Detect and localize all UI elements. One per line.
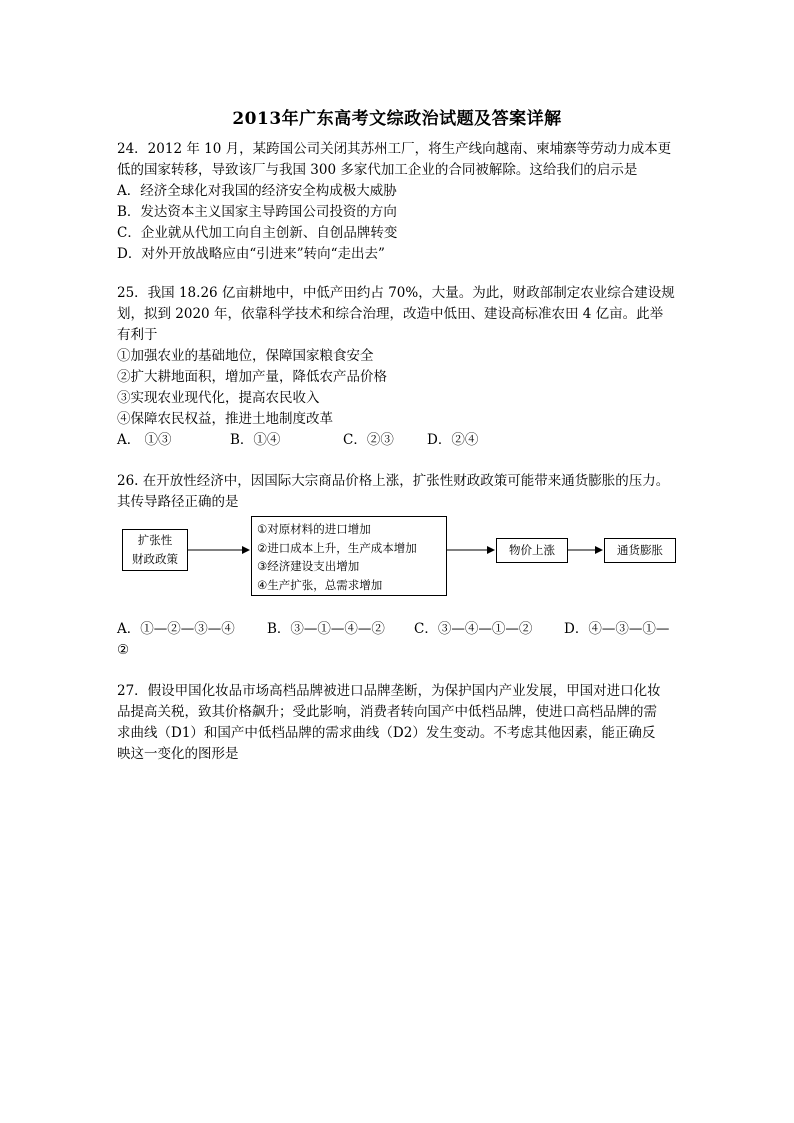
question-24 (117, 139, 682, 265)
question-24-stem-line-2: 低的国家转移，导致该厂与我国 300 多家代加工企业的合同被解除。这给我们的启示是 (117, 162, 638, 178)
question-27-stem-line-1: 27．假设甲国化妆品市场高档品牌被进口品牌垄断，为保护国内产业发展，甲国对进口化妆 (117, 683, 661, 699)
question-25-choice-a: A． ①③ (117, 432, 172, 448)
question-27-stem-line-4: 映这一变化的图形是 (117, 746, 239, 762)
question-24-option-d: D．对外开放战略应由“引进来”转向“走出去” (117, 246, 385, 262)
question-25-item-3: ③实现农业现代化，提高农民收入 (117, 390, 320, 406)
question-25-stem-line-3: 有利于 (117, 327, 158, 343)
question-26 (117, 471, 682, 513)
question-25-item-2: ②扩大耕地面积，增加产量，降低农产品价格 (117, 369, 387, 385)
step-4: ④生产扩张，总需求增加 (257, 577, 383, 592)
question-26-choice-a: A．①—②—③—④ (117, 621, 235, 637)
question-27-stem-line-2: 品提高关税，致其价格飙升；受此影响，消费者转向国产中低档品牌，使进口高档品牌的需 (117, 704, 657, 720)
question-25-stem-line-2: 划，拟到 2020 年，依靠科学技术和综合治理，改造中低田、建设高标准农田 4 亿亩。此举 (117, 306, 664, 322)
question-26-choice-d-tail: ② (117, 642, 130, 658)
question-24-option-a: A．经济全球化对我国的经济安全构成极大威胁 (117, 183, 397, 199)
question-27-stem-line-3: 求曲线（D1）和国产中低档品牌的需求曲线（D2）发生变动。不考虑其他因素，能正确反 (117, 725, 656, 741)
inflation-box: 通货膨胀 (604, 538, 676, 563)
question-24-stem-line-1: 24．2012 年 10 月，某跨国公司关闭其苏州工厂，将生产线向越南、柬埔寨等劳动力成本更 (117, 141, 672, 157)
fiscal-policy-box (122, 529, 188, 571)
question-25-stem-line-1: 25．我国 18.26 亿亩耕地中，中低产田约占 70%，大量。为此，财政部制定农业综合建设规 (117, 285, 675, 301)
transmission-path-diagram (120, 514, 680, 598)
step-2: ②进口成本上升，生产成本增加 (257, 540, 417, 555)
question-25-choice-c: C．②③ (343, 432, 394, 448)
price-rise-box: 物价上涨 (496, 538, 568, 563)
question-26-choices-block (117, 619, 682, 661)
question-25-choice-d: D．②④ (427, 432, 479, 448)
step-1: ①对原材料的进口增加 (257, 522, 371, 536)
fiscal-policy-line-1: 扩张性 (137, 533, 173, 547)
question-26-stem-line-2: 其传导路径正确的是 (117, 494, 239, 510)
question-24-option-b: B．发达资本主义国家主导跨国公司投资的方向 (117, 204, 397, 220)
question-25 (117, 283, 682, 451)
question-25-item-4: ④保障农民权益，推进土地制度改革 (117, 411, 333, 427)
question-26-choice-c: C．③—④—①—② (414, 621, 533, 637)
transmission-steps-box (251, 516, 447, 596)
page-title: 2013年广东高考文综政治试题及答案详解 (232, 109, 562, 129)
question-25-choices (117, 430, 682, 451)
question-26-choice-b: B．③—①—④—② (267, 621, 385, 637)
question-27 (117, 681, 682, 765)
question-25-item-1: ①加强农业的基础地位，保障国家粮食安全 (117, 348, 374, 364)
step-3: ③经济建设支出增加 (257, 559, 360, 573)
question-26-choice-d: D．④—③—①— (564, 621, 670, 637)
question-25-choice-b: B．①④ (230, 432, 281, 448)
fiscal-policy-line-2: 财政政策 (132, 552, 178, 566)
question-26-choices (117, 619, 682, 640)
question-26-stem-line-1: 26. 在开放性经济中，因国际大宗商品价格上涨，扩张性财政政策可能带来通货膨胀的压力。 (117, 473, 670, 489)
question-24-option-c: C．企业就从代加工向自主创新、自创品牌转变 (117, 225, 398, 241)
